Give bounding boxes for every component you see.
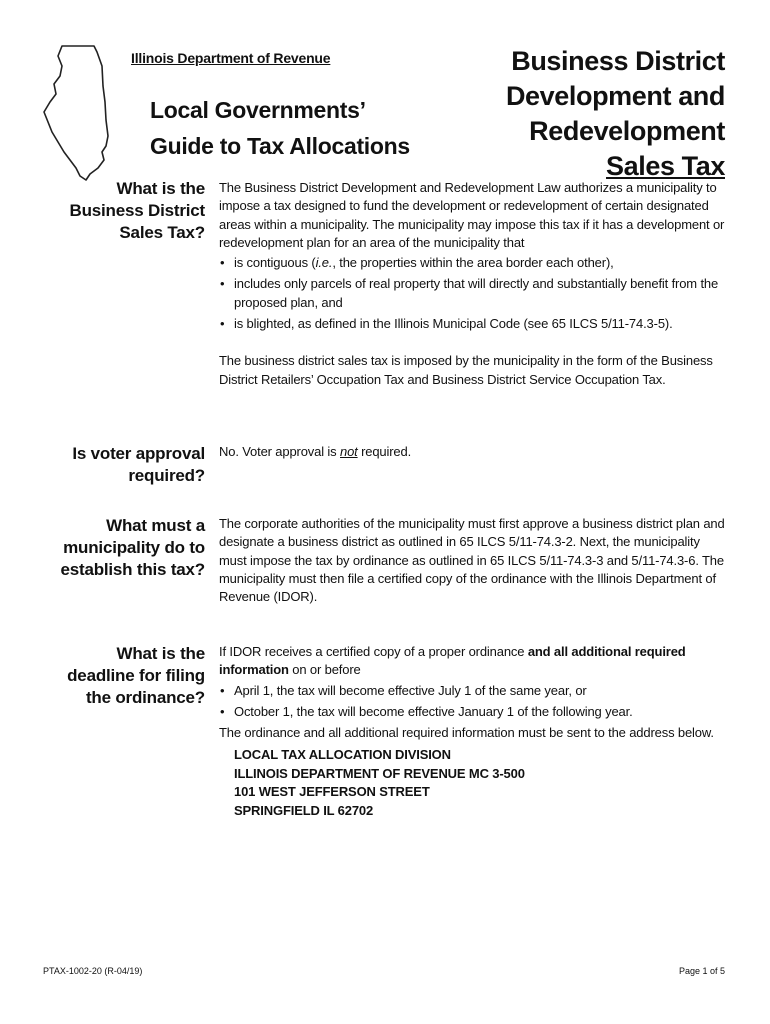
list-item: • is blighted, as defined in the Illinois Municipal Code (see 65 ILCS 5/11-74.3-5).: [219, 315, 729, 333]
question-what-is-tax: What is the Business District Sales Tax?: [69, 179, 205, 242]
list-item: • includes only parcels of real property that will directly and substantially benefit from the proposed plan, and: [219, 275, 729, 312]
question-deadline: What is the deadline for filing the ordinance?: [67, 644, 205, 707]
answer-deadline: If IDOR receives a certified copy of a proper ordinance and all additional required information on or before • April 1, the tax will become effective July 1 of the same year, or • October 1, the tax will become effective January 1 of the following year. The ordinance and all additional required information must be sent to the address below. LOCAL TAX ALLOCATION DIVISION ILLINOIS DEPARTMENT OF REVENUE MC 3-500 101 WEST JEFFERSON STREET SPRINGFIELD IL 62702: [219, 643, 729, 820]
document-title: Business District Development and Redevelopment Sales Tax: [505, 46, 725, 181]
question-voter-approval: Is voter approval required?: [72, 444, 205, 485]
answer-voter-approval: No. Voter approval is not required.: [219, 444, 412, 459]
mailing-address: LOCAL TAX ALLOCATION DIVISION ILLINOIS DEPARTMENT OF REVENUE MC 3-500 101 WEST JEFFERSON STREET SPRINGFIELD IL 62702: [234, 747, 525, 818]
list-item: • is contiguous (i.e., the properties within the area border each other),: [219, 254, 729, 272]
list-item: • April 1, the tax will become effective July 1 of the same year, or: [219, 682, 729, 700]
department-name: Illinois Department of Revenue: [131, 50, 331, 66]
illinois-map-icon: [42, 42, 110, 182]
list-item: • October 1, the tax will become effective January 1 of the following year.: [219, 703, 729, 721]
answer-establish-tax: The corporate authorities of the municipality must first approve a business district plan and designate a business district as outlined in 65 ILCS 5/11-74.3-2. Next, the municipality must impose the tax by ordinance as outlined in 65 ILCS 5/11-74.3-3 and 5/11-74.3-6. The municipality must then file a certified copy of the ordinance with the Illinois Department of Revenue (IDOR).: [219, 516, 725, 605]
criteria-list: [219, 254, 729, 333]
question-establish-tax: What must a municipality do to establish this tax?: [60, 516, 205, 579]
form-number: PTAX-1002-20 (R-04/19): [43, 966, 143, 976]
page-number: Page 1 of 5: [678, 966, 725, 976]
answer-what-is-tax: The Business District Development and Redevelopment Law authorizes a municipality to impose a tax designed to fund the development or redevelopment of certain designated areas within a municipality. The municipality may impose this tax if it has a development or redevelopment plan for an area of the municipality that • is contiguous (i.e., the properties within the area border each other), • includes only parcels of real property that will directly and substantially benefit from the proposed plan, and • is blighted, as defined in the Illinois Municipal Code (see 65 ILCS 5/11-74.3-5). The business district sales tax is imposed by the municipality in the form of the Business District Retailers’ Occupation Tax and Business District Service Occupation Tax.: [219, 179, 729, 389]
guide-title: Local Governments’ Guide to Tax Allocations: [150, 97, 410, 159]
deadline-list: [219, 682, 729, 722]
